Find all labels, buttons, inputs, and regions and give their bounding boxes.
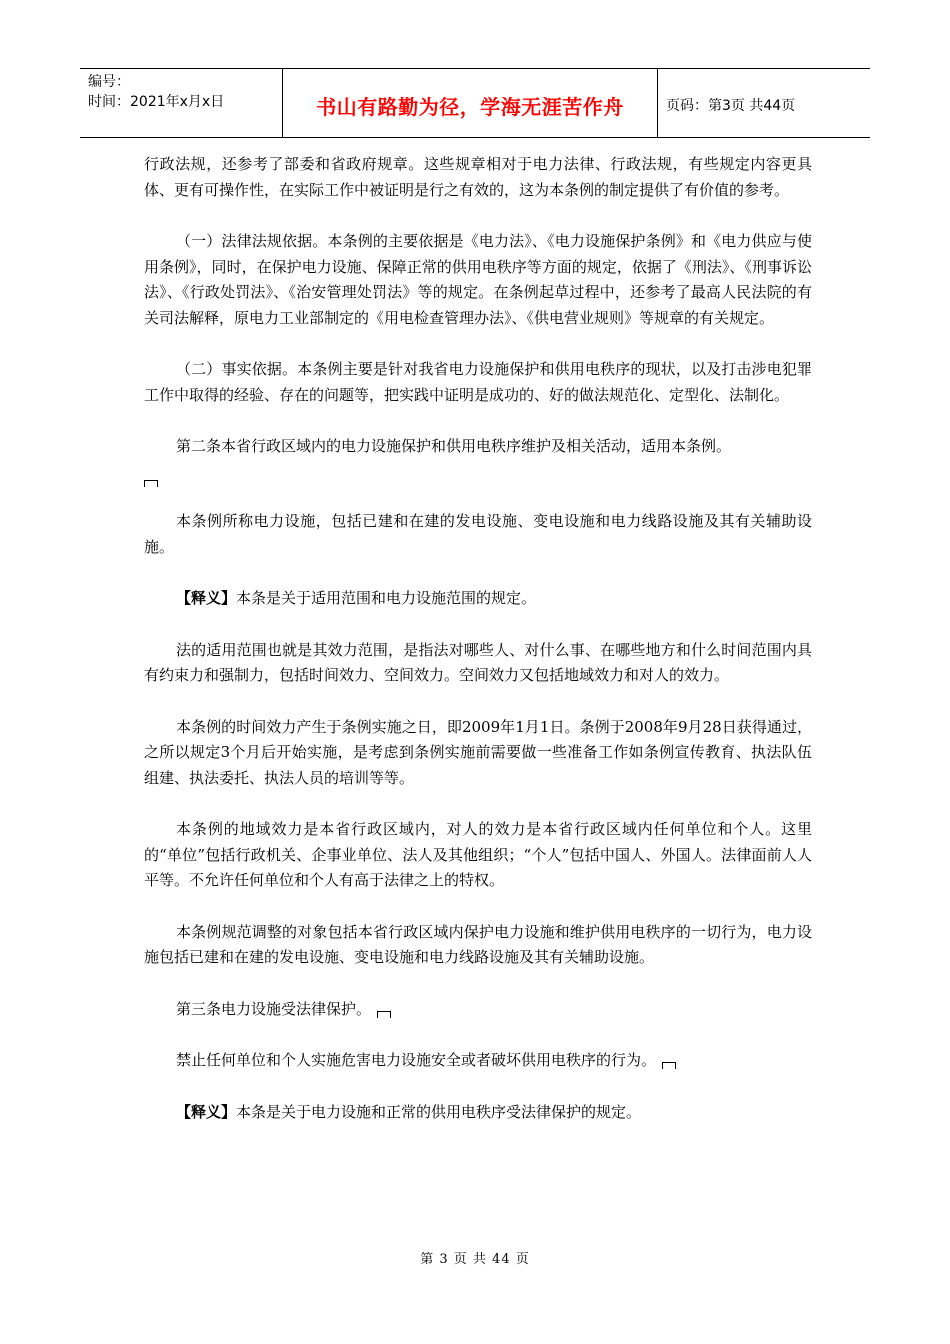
document-number-label: 编号： xyxy=(88,74,130,90)
header-page-info: 页码：第3页 共44页 xyxy=(666,98,796,114)
commentary-text: 本条是关于适用范围和电力设施范围的规定。 xyxy=(236,589,537,607)
paragraph: 法的适用范围也就是其效力范围，是指法对哪些人、对什么事、在哪些地方和什么时间范围内具有约束力和强制力，包括时间效力、空间效力。空间效力又包括地域效力和对人的效力。 xyxy=(144,640,812,684)
paragraph-commentary xyxy=(144,1100,812,1126)
paragraph-article xyxy=(144,1048,812,1074)
article-text: 第三条电力设施受法律保护。 xyxy=(176,999,372,1018)
header-page-cell xyxy=(658,69,870,137)
page-header xyxy=(80,68,870,138)
paragraph: 本条例的地域效力是本省行政区域内，对人的效力是本省行政区域内任何单位和个人。这里的“单位”包括行政机关、企事业单位、法人及其他组织；“个人”包括中国人、外国人。法律面前人人平等。不允许任何单位和个人有高于法律之上的特权。 xyxy=(144,820,812,889)
revision-mark xyxy=(144,466,812,492)
document-time: 时间：2021年x月x日 xyxy=(88,94,225,110)
commentary-text: 本条是关于电力设施和正常的供用电秩序受法律保护的规定。 xyxy=(236,1102,642,1121)
page-footer: 第 3 页 共 44 页 xyxy=(420,1252,530,1267)
header-meta xyxy=(80,69,282,137)
paragraph: （二）事实依据。本条例主要是针对我省电力设施保护和供用电秩序的现状，以及打击涉电犯罪工作中取得的经验、存在的问题等，把实践中证明是成功的、好的做法规范化、定型化、法制化。 xyxy=(144,360,812,404)
commentary-label: 【释义】 xyxy=(176,1102,237,1121)
commentary-label: 【释义】 xyxy=(176,589,237,607)
header-motto-cell xyxy=(282,69,658,137)
paragraph-commentary xyxy=(144,586,812,612)
revision-mark xyxy=(662,1062,676,1069)
paragraph: 本条例所称电力设施，包括已建和在建的发电设施、变电设施和电力线路设施及其有关辅助设施。 xyxy=(144,512,812,556)
paragraph-article xyxy=(144,997,812,1023)
article-text: 禁止任何单位和个人实施危害电力设施安全或者破坏供用电秩序的行为。 xyxy=(176,1051,657,1069)
paragraph: 行政法规，还参考了部委和省政府规章。这些规章相对于电力法律、行政法规，有些规定内容更具体、更有可操作性，在实际工作中被证明是行之有效的，这为本条例的制定提供了有价值的参考。 xyxy=(144,155,812,199)
paragraph: 第二条本省行政区域内的电力设施保护和供用电秩序维护及相关活动，适用本条例。 xyxy=(176,437,732,455)
paragraph: 本条例的时间效力产生于条例实施之日，即2009年1月1日。条例于2008年9月28日获得通过，之所以规定3个月后开始实施，是考虑到条例实施前需要做一些准备工作如条例宣传教育、执法队伍组建、执法委托、执法人员的培训等等。 xyxy=(144,717,812,787)
paragraph: 本条例规范调整的对象包括本省行政区域内保护电力设施和维护供用电秩序的一切行为，电力设施包括已建和在建的发电设施、变电设施和电力线路设施及其有关辅助设施。 xyxy=(144,922,812,966)
document-body xyxy=(144,152,812,1151)
paragraph: （一）法律法规依据。本条例的主要依据是《电力法》、《电力设施保护条例》和《电力供应与使用条例》，同时，在保护电力设施、保障正常的供用电秩序等方面的规定，依据了《刑法》、《刑事诉讼法》、《行政处罚法》、《治安管理处罚法》等的规定。在条例起草过程中，还参考了最高人民法院的有关司法解释，原电力工业部制定的《用电检查管理办法》、《供电营业规则》等规章的有关规定。 xyxy=(144,232,812,327)
revision-mark xyxy=(377,1011,391,1018)
header-motto: 书山有路勤为径，学海无涯苦作舟 xyxy=(316,94,624,119)
